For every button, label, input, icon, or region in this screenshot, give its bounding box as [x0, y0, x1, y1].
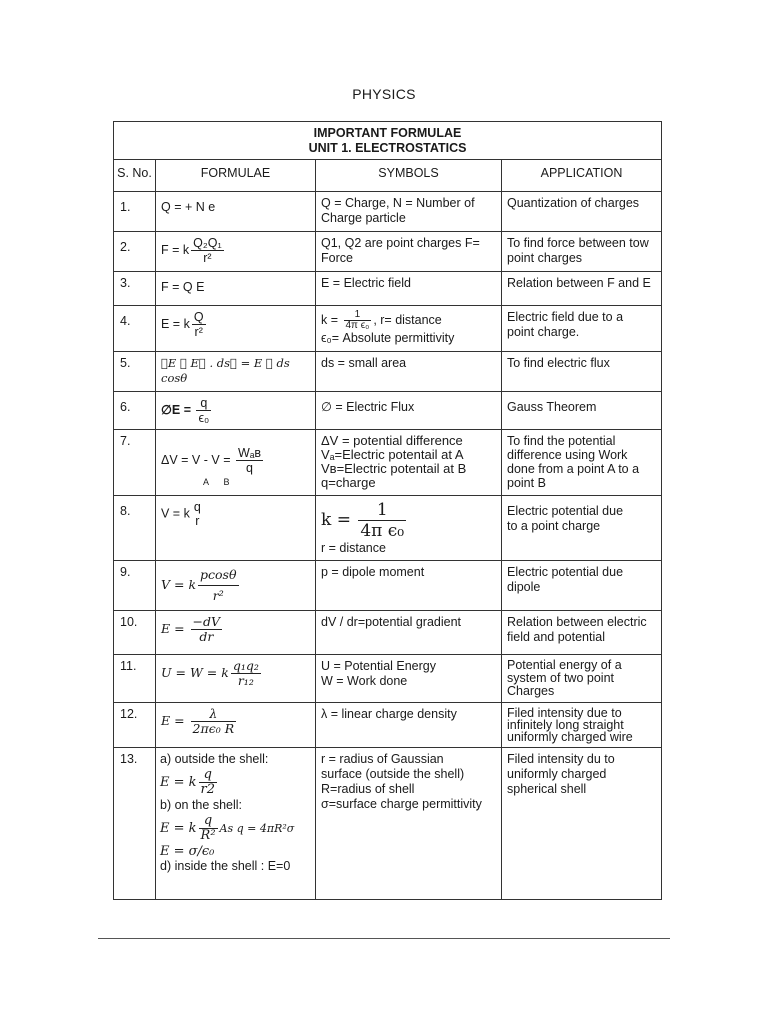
numerator: q [193, 500, 201, 514]
formula-text: Q = + N e [161, 200, 216, 214]
table-row [114, 655, 662, 703]
symbol-line: Vₐ=Electric potentail at A [321, 447, 464, 462]
symbols-cell [316, 352, 502, 392]
symbols-cell [316, 611, 502, 655]
symbol-line: Force [321, 251, 353, 265]
numerator: −dV [192, 614, 221, 629]
col-header-application: APPLICATION [502, 160, 662, 192]
formula-prefix: V = k [161, 506, 190, 521]
application-cell [502, 430, 662, 496]
application-cell [502, 561, 662, 611]
table-row [114, 352, 662, 392]
row-number: 7. [114, 430, 156, 496]
application-line: Potential energy of a [507, 658, 622, 672]
symbol-line: Vʙ=Electric potentail at B [321, 461, 467, 476]
denominator: r² [194, 325, 203, 339]
symbol-k-line [321, 500, 496, 541]
fraction [344, 310, 372, 331]
symbol-line: λ = linear charge density [321, 707, 457, 721]
formula-prefix: E = k [161, 316, 190, 331]
table-row [114, 430, 662, 496]
symbol-line: surface (outside the shell) [321, 767, 465, 781]
symbol-line: ΔV = potential difference [321, 433, 463, 448]
fraction [196, 396, 211, 425]
formula-prefix: E = k [160, 821, 197, 836]
formula-prefix: E = [161, 621, 189, 636]
symbols-cell [316, 748, 502, 900]
fraction [191, 236, 224, 265]
formula-case-b: b) on the shell: [160, 798, 242, 812]
formula-prefix: ΔV = V - V = [161, 452, 234, 467]
application-line: system of two point [507, 671, 614, 685]
formula-b-expression [160, 814, 313, 843]
fraction [199, 814, 218, 843]
formulae-table [113, 121, 662, 900]
numerator: pcosθ [198, 565, 238, 586]
denominator: 4π ϵ₀ [345, 320, 370, 331]
symbols-cell [316, 306, 502, 352]
application-line: Electric potential due [507, 565, 624, 579]
row-number: 6. [114, 392, 156, 430]
formula-case-a: a) outside the shell: [160, 752, 269, 766]
fraction [358, 500, 406, 541]
numerator: Q₂Q₁ [193, 236, 222, 250]
formula-prefix: U = W = k [161, 665, 229, 680]
application-cell [502, 655, 662, 703]
symbol-line: Q1, Q2 are point charges F= [321, 236, 480, 250]
numerator: q [196, 396, 211, 411]
application-line: Electric field due to a [507, 310, 624, 324]
formula-text: ∅E ∮ E⃗ . ds⃗ = E ∮ ds cosθ [161, 356, 290, 385]
col-header-formulae: FORMULAE [156, 160, 316, 192]
denominator: r₁₂ [237, 673, 254, 688]
row-number: 12. [114, 703, 156, 748]
application-line: To find the potential [507, 434, 616, 448]
application-cell [502, 272, 662, 306]
table-row [114, 611, 662, 655]
denominator: dr [199, 629, 214, 644]
application-cell [502, 232, 662, 272]
table-heading-row [114, 122, 662, 160]
fraction [191, 707, 237, 736]
symbol-line: r = distance [321, 541, 386, 555]
formula-text: F = Q E [161, 280, 205, 294]
symbol-line: r = radius of Gaussian [321, 752, 444, 766]
numerator: q₁q₂ [232, 658, 259, 673]
denominator: r [195, 514, 200, 528]
application-line: difference using Work [507, 448, 628, 462]
symbols-cell [316, 561, 502, 611]
fraction [192, 310, 206, 339]
formula-prefix: V = k [161, 577, 197, 592]
denominator: r2 [200, 782, 216, 797]
symbols-cell [316, 496, 502, 561]
column-header-row [114, 160, 662, 192]
footer-divider [98, 938, 670, 939]
symbol-line: Q = Charge, N = Number of [321, 196, 475, 210]
formula-cell [156, 430, 316, 496]
row-number: 11. [114, 655, 156, 703]
application-line: Quantization of charges [507, 196, 640, 210]
application-cell [502, 703, 662, 748]
page-title: PHYSICS [352, 86, 416, 102]
formula-cell [156, 392, 316, 430]
denominator: q [246, 461, 253, 475]
formula-cell [156, 272, 316, 306]
table-row [114, 561, 662, 611]
symbol-line: q=charge [321, 475, 376, 490]
denominator: r² [212, 588, 224, 603]
numerator: Wₐʙ [237, 446, 262, 460]
symbols-cell [316, 703, 502, 748]
symbol-line: ϵ₀= Absolute permittivity [321, 331, 455, 345]
formula-cell [156, 748, 316, 900]
formula-a-expression [160, 768, 313, 797]
numerator: q [199, 814, 218, 829]
denominator: ϵ₀ [198, 411, 210, 425]
application-cell [502, 611, 662, 655]
formula-suffix: As q = 4πR²σ [219, 822, 295, 835]
symbol-line: ds = small area [321, 356, 407, 370]
numerator: 1 [344, 310, 372, 321]
denominator: 2πϵ₀ R [192, 721, 235, 736]
formula-cell [156, 232, 316, 272]
formula-cell [156, 192, 316, 232]
fraction [192, 500, 203, 528]
application-line: Relation between F and E [507, 276, 651, 290]
row-number: 4. [114, 306, 156, 352]
application-line: uniformly charged [507, 767, 607, 781]
numerator: q [199, 768, 218, 783]
application-line: infinitely long straight [507, 718, 624, 732]
symbol-prefix: k = [321, 510, 357, 530]
fraction [236, 446, 263, 475]
table-row [114, 272, 662, 306]
table-row [114, 192, 662, 232]
application-line: uniformly charged wire [507, 730, 633, 744]
application-line: Relation between electric [507, 615, 647, 629]
row-number: 13. [114, 748, 156, 900]
col-header-sno: S. No. [114, 160, 156, 192]
application-cell [502, 748, 662, 900]
formula-c-expression: E = σ/ϵ₀ [160, 844, 215, 859]
application-cell [502, 306, 662, 352]
application-cell [502, 192, 662, 232]
formula-case-d: d) inside the shell : E=0 [160, 859, 291, 873]
table-row [114, 232, 662, 272]
numerator: 1 [358, 500, 406, 521]
symbols-cell [316, 655, 502, 703]
symbol-line: ∅ = Electric Flux [321, 400, 415, 414]
symbols-cell [316, 192, 502, 232]
fraction [199, 768, 218, 797]
symbol-prefix: k = [321, 312, 342, 327]
symbols-cell [316, 232, 502, 272]
symbol-line: σ=surface charge permittivity [321, 797, 482, 811]
row-number: 2. [114, 232, 156, 272]
numerator: Q [193, 310, 204, 324]
table-row [114, 496, 662, 561]
application-line: to a point charge [507, 519, 601, 533]
application-line: spherical shell [507, 782, 587, 796]
formula-prefix: E = k [160, 775, 197, 790]
heading-line-2: UNIT 1. ELECTROSTATICS [308, 141, 467, 155]
symbol-line: p = dipole moment [321, 565, 425, 579]
application-line: point B [507, 476, 546, 490]
application-cell [502, 496, 662, 561]
application-line: Charges [507, 684, 555, 698]
row-number: 5. [114, 352, 156, 392]
application-cell [502, 352, 662, 392]
formula-prefix: F = k [161, 242, 190, 257]
symbol-line: W = Work done [321, 674, 408, 688]
symbol-line: U = Potential Energy [321, 659, 436, 673]
formula-cell [156, 352, 316, 392]
row-number: 9. [114, 561, 156, 611]
formula-cell [156, 496, 316, 561]
application-line: Filed intensity due to [507, 706, 622, 720]
row-number: 1. [114, 192, 156, 232]
col-header-symbols: SYMBOLS [316, 160, 502, 192]
application-cell [502, 392, 662, 430]
formula-cell [156, 561, 316, 611]
application-line: dipole [507, 580, 541, 594]
fraction [231, 659, 261, 688]
formula-prefix: E = [161, 713, 189, 728]
table-row [114, 392, 662, 430]
application-line: To find electric flux [507, 356, 610, 370]
symbol-line: R=radius of shell [321, 782, 415, 796]
application-line: Filed intensity du to [507, 752, 615, 766]
denominator: 4π ϵ₀ [360, 521, 405, 541]
symbol-suffix: , r= distance [373, 312, 442, 327]
application-line: Electric potential due [507, 504, 624, 518]
application-line: Gauss Theorem [507, 400, 597, 414]
row-number: 10. [114, 611, 156, 655]
application-line: field and potential [507, 630, 605, 644]
application-line: point charges [507, 251, 583, 265]
symbols-cell [316, 430, 502, 496]
formula-prefix: ∅E = [161, 402, 195, 417]
denominator: R² [200, 828, 216, 843]
symbol-line: dV / dr=potential gradient [321, 615, 462, 629]
symbol-line: E = Electric field [321, 276, 411, 290]
row-number: 3. [114, 272, 156, 306]
symbols-cell [316, 272, 502, 306]
denominator: r² [203, 251, 212, 265]
row-number: 8. [114, 496, 156, 561]
table-row [114, 306, 662, 352]
symbol-line: Charge particle [321, 211, 406, 225]
table-heading [114, 122, 662, 160]
heading-line-1: IMPORTANT FORMULAE [313, 126, 462, 140]
formula-cell [156, 611, 316, 655]
table-row [114, 748, 662, 900]
table-row [114, 703, 662, 748]
symbol-k-line [321, 310, 496, 331]
formula-cell [156, 306, 316, 352]
fraction [191, 615, 223, 644]
numerator: λ [191, 707, 237, 722]
symbols-cell [316, 392, 502, 430]
fraction [198, 565, 238, 606]
application-line: point charge. [507, 325, 580, 339]
formula-cell [156, 655, 316, 703]
formula-cell [156, 703, 316, 748]
application-line: done from a point A to a [507, 462, 640, 476]
formula-subscripts: A B [203, 477, 230, 487]
application-line: To find force between tow [507, 236, 649, 250]
